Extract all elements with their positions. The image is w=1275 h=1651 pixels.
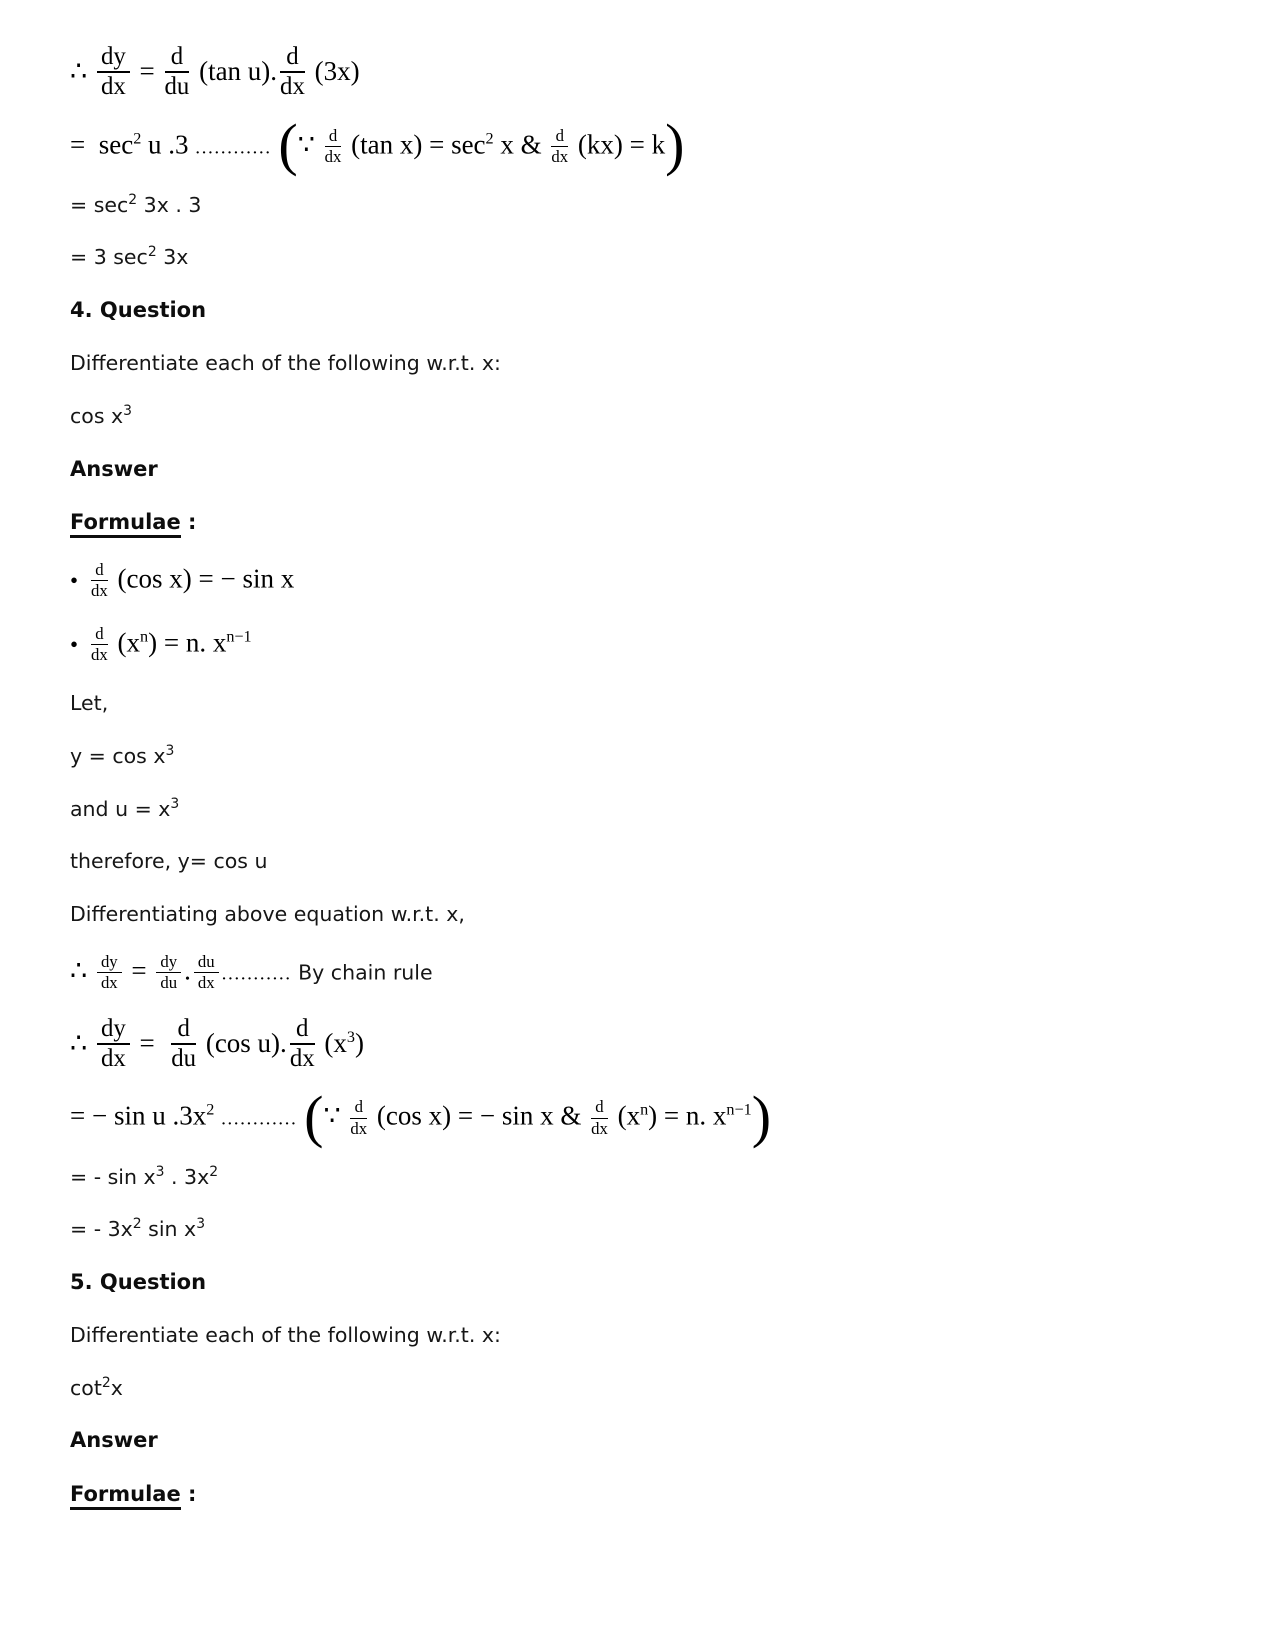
fraction-numerator: d [290,1016,315,1045]
superscript: 3 [346,1027,355,1046]
fraction [290,1016,315,1072]
dotted-leader: ............ [221,1108,298,1130]
question-4-heading [70,297,1215,324]
fraction-denominator: du [171,1045,197,1073]
bullet-marker: • [70,567,79,593]
fraction-numerator: d [171,1016,196,1045]
text-run: x [110,1375,123,1400]
fraction-denominator: dx [91,645,108,665]
text-run: (3x) [307,56,360,87]
fraction-denominator: dx [100,1045,126,1073]
text-run: : [180,509,197,534]
question-5-expression [70,1375,1215,1402]
text-run: (cos u). [199,1027,287,1058]
fraction-numerator: d [325,127,342,147]
answer-4-heading [70,456,1215,483]
fraction-denominator: dx [350,1118,368,1138]
text-run: 3x [156,245,189,270]
text-run: = - sin x [70,1164,156,1189]
y-definition [70,743,1215,770]
fraction [551,127,568,165]
fraction [97,1016,130,1072]
big-parenthesis: ) [665,111,685,177]
text-run: = sec [70,192,129,217]
formulae-5-heading [70,1481,1215,1508]
fraction [350,1098,367,1136]
text-run: Let, [70,691,109,716]
eq-sec2-3x-times-3 [70,192,1215,219]
text-run: 5. Question [70,1269,207,1294]
fraction-denominator: dx [324,146,342,166]
text-run: = − sin u .3x [70,1100,207,1131]
underlined-text: Formulae [70,1482,181,1510]
eq-dydx-equals-ddu-cosu [70,1014,1215,1074]
text-run: = 3 sec [70,245,148,270]
text-run: x & [493,128,549,159]
fraction [156,953,181,991]
fraction [165,44,190,100]
superscript: 2 [206,1100,215,1119]
fraction [91,625,108,663]
text-run: and u = x [70,796,171,821]
text-run: (cos x) = − sin x & [370,1100,589,1131]
dotted-leader: ............ [195,136,272,158]
text-run: = [132,1027,169,1058]
u-definition [70,796,1215,823]
fraction-denominator: dx [591,1118,608,1138]
fraction-numerator: d [350,1098,367,1118]
dotted-leader: ........... [221,962,292,984]
superscript: 2 [147,244,157,261]
question-5-prompt [70,1322,1215,1349]
superscript: 2 [209,1163,219,1180]
text-run: = sec [70,128,134,159]
text-run: 4. Question [70,298,207,323]
formula-power-rule [70,626,1215,664]
fraction [280,44,305,100]
fraction-numerator: d [165,44,190,73]
text-run: = - 3x [70,1217,133,1242]
eq-minus-sinu-with-note [70,1083,1215,1149]
underlined-text: Formulae [70,510,181,538]
fraction-numerator: d [91,625,108,645]
superscript: 2 [132,1216,142,1233]
text-run: ∴ [70,56,94,87]
annotation-text: By chain rule [291,959,433,984]
fraction [591,1098,608,1136]
text-run: Differentiate each of the following w.r.t. x: [70,1323,501,1348]
fraction-numerator: dy [156,953,181,973]
text-run: cos x [70,404,124,428]
fraction [171,1016,196,1072]
text-run: ) [354,1027,364,1058]
fraction-denominator: dx [289,1045,315,1073]
text-run: 3x . 3 [137,192,202,217]
text-run: . 3x [164,1164,210,1189]
text-run: ∴ [70,954,94,985]
document-body [70,43,1215,1508]
superscript: 2 [101,1374,111,1391]
question-4-expression [70,403,1215,430]
formulae-4-heading [70,509,1215,536]
fraction-numerator: d [591,1098,608,1118]
text-run: Answer [70,456,158,481]
fraction-numerator: dy [97,1016,130,1045]
fraction-numerator: d [91,561,108,581]
text-run: (tan u). [192,56,278,87]
fraction-denominator: du [164,73,190,101]
text-run: = [124,954,154,985]
superscript: 3 [165,743,175,760]
text-run: ∴ [70,1027,94,1058]
superscript: 2 [133,128,142,147]
question-4-prompt [70,350,1215,377]
fraction-denominator: dx [100,972,118,992]
text-run: y = cos x [70,744,166,769]
text-run: Differentiating above equation w.r.t. x, [70,902,465,927]
text-run: therefore, y= cos u [70,849,268,874]
text-run: sin x [141,1217,197,1242]
fraction-denominator: du [160,972,178,992]
eq-chain-rule [70,951,1215,992]
text-run: (x [110,627,141,658]
eq-sec2u-with-note [70,111,1215,177]
fraction-denominator: dx [551,146,569,166]
fraction [91,561,108,599]
fraction-numerator: dy [97,953,122,973]
big-parenthesis: ( [304,1083,324,1149]
fraction-numerator: du [194,953,219,973]
question-5-heading [70,1269,1215,1296]
text-run: (x [317,1027,347,1058]
text-run: cot [70,1375,102,1400]
differentiating-line [70,901,1215,928]
eq-minus-sin-x3-3x2 [70,1164,1215,1191]
text-run: (cos x) = − sin x [110,563,295,594]
text-run: (tan x) = sec [344,128,486,159]
fraction [97,953,122,991]
text-run: ) = n. x [648,1100,727,1131]
fraction-denominator: dx [100,73,126,101]
eq-dydx-equals-ddu-tanu [70,43,1215,102]
superscript: 3 [123,403,133,420]
answer-5-heading [70,1427,1215,1454]
fraction-numerator: dy [97,44,130,73]
superscript: n [140,627,149,646]
fraction-denominator: dx [280,73,305,101]
text-run: : [180,1481,197,1506]
superscript: 2 [485,128,494,147]
eq-3-sec2-3x [70,244,1215,271]
text-run: . [184,954,191,985]
text-run: ∵ [297,128,322,159]
text-run: u .3 [141,128,196,159]
superscript: n [640,1100,649,1119]
superscript: 3 [196,1216,206,1233]
superscript: 2 [128,191,138,208]
formula-cos-derivative [70,562,1215,600]
text-run: ∵ [323,1100,348,1131]
eq-minus-3x2-sin-x3 [70,1216,1215,1243]
fraction-denominator: dx [197,972,215,992]
big-parenthesis: ) [751,1083,772,1149]
therefore-line [70,848,1215,875]
text-run: = [132,56,162,87]
fraction-numerator: d [280,44,305,73]
fraction-numerator: d [551,127,568,147]
fraction [97,44,130,100]
superscript: 3 [170,795,180,812]
big-parenthesis: ( [278,111,298,177]
let-line [70,690,1215,717]
text-run: ) = n. x [148,627,227,658]
superscript: n−1 [726,1100,752,1119]
fraction [194,953,219,991]
superscript: 3 [155,1163,165,1180]
superscript: n−1 [226,627,252,646]
text-run: Differentiate each of the following w.r.t. x: [70,351,501,376]
bullet-marker: • [70,631,79,657]
text-run: (kx) = k [571,128,666,159]
text-run: (x [610,1100,641,1131]
text-run: Answer [70,1428,158,1453]
fraction [325,127,342,165]
fraction-denominator: dx [91,581,108,601]
